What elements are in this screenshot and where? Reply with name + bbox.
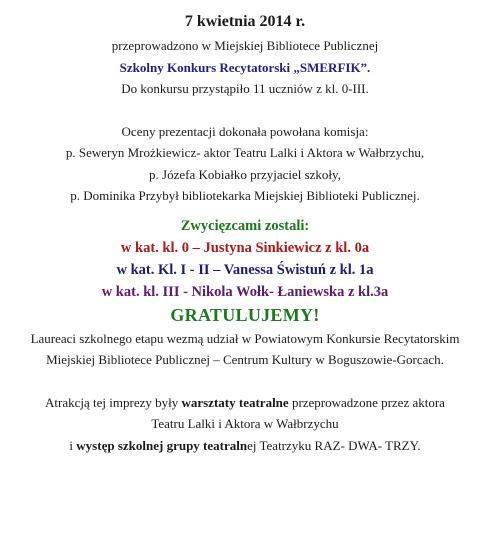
attraction-line-2: Teatru Lalki i Aktora w Wałbrzychu	[151, 416, 339, 431]
spacer	[0, 371, 490, 392]
jury-member-2: p. Józefa Kobiałko przyjaciel szkoły,	[149, 166, 341, 182]
spacer	[0, 207, 490, 215]
attraction-text: i	[69, 437, 77, 453]
attraction-line-1	[0, 392, 490, 414]
winners-heading: Zwycięzcami zostali:	[180, 217, 310, 234]
laureates-line-1: Laureaci szkolnego etapu wezmą udział w Powiatowym Konkursie Recytatorskim	[30, 330, 460, 346]
jury-member-1: p. Seweryn Mrożkiewicz- aktor Teatru Lalki i Aktora w Wałbrzychu,	[65, 145, 425, 160]
attraction-text: Atrakcją tej imprezy były	[45, 394, 182, 410]
jury-member-3: p. Dominika Przybył bibliotekarka Miejskiej Biblioteki Publicznej.	[70, 188, 420, 203]
attraction-line-3	[0, 435, 490, 457]
attraction-text: ej Teatrzyku RAZ- DWA- TRZY.	[247, 437, 421, 453]
winner-category-1-2: w kat. Kl. I - II – Vanessa Świstuń z kl. 1a	[116, 261, 374, 278]
event-date: 7 kwietnia 2014 r.	[184, 13, 306, 30]
laureates-line-2: Miejskiej Bibliotece Publicznej – Centrum Kultury w Boguszowie-Gorcach.	[46, 352, 444, 367]
spacer	[0, 100, 490, 121]
attraction-text: przeprowadzone przez aktora	[288, 394, 445, 410]
intro-line-1: przeprowadzono w Miejskiej Bibliotece Publicznej	[111, 38, 379, 53]
jury-heading: Oceny prezentacji dokonała powołana komisja:	[121, 123, 369, 139]
winner-category-0: w kat. kl. 0 – Justyna Sinkiewicz z kl. 0a	[120, 239, 370, 256]
workshops-highlight: warsztaty teatralne	[181, 394, 289, 410]
contest-name: Szkolny Konkurs Recytatorski „SMERFIK”.	[119, 59, 371, 75]
performance-highlight: występ szkolnej grupy teatraln	[76, 437, 248, 453]
winner-category-3: w kat. kl. III - Nikola Wołk- Łaniewska z kl.3a	[101, 283, 389, 300]
congrats-heading: GRATULUJEMY!	[170, 304, 320, 325]
intro-line-3: Do konkursu przystąpiło 11 uczniów z kl. 0-III.	[121, 81, 369, 96]
